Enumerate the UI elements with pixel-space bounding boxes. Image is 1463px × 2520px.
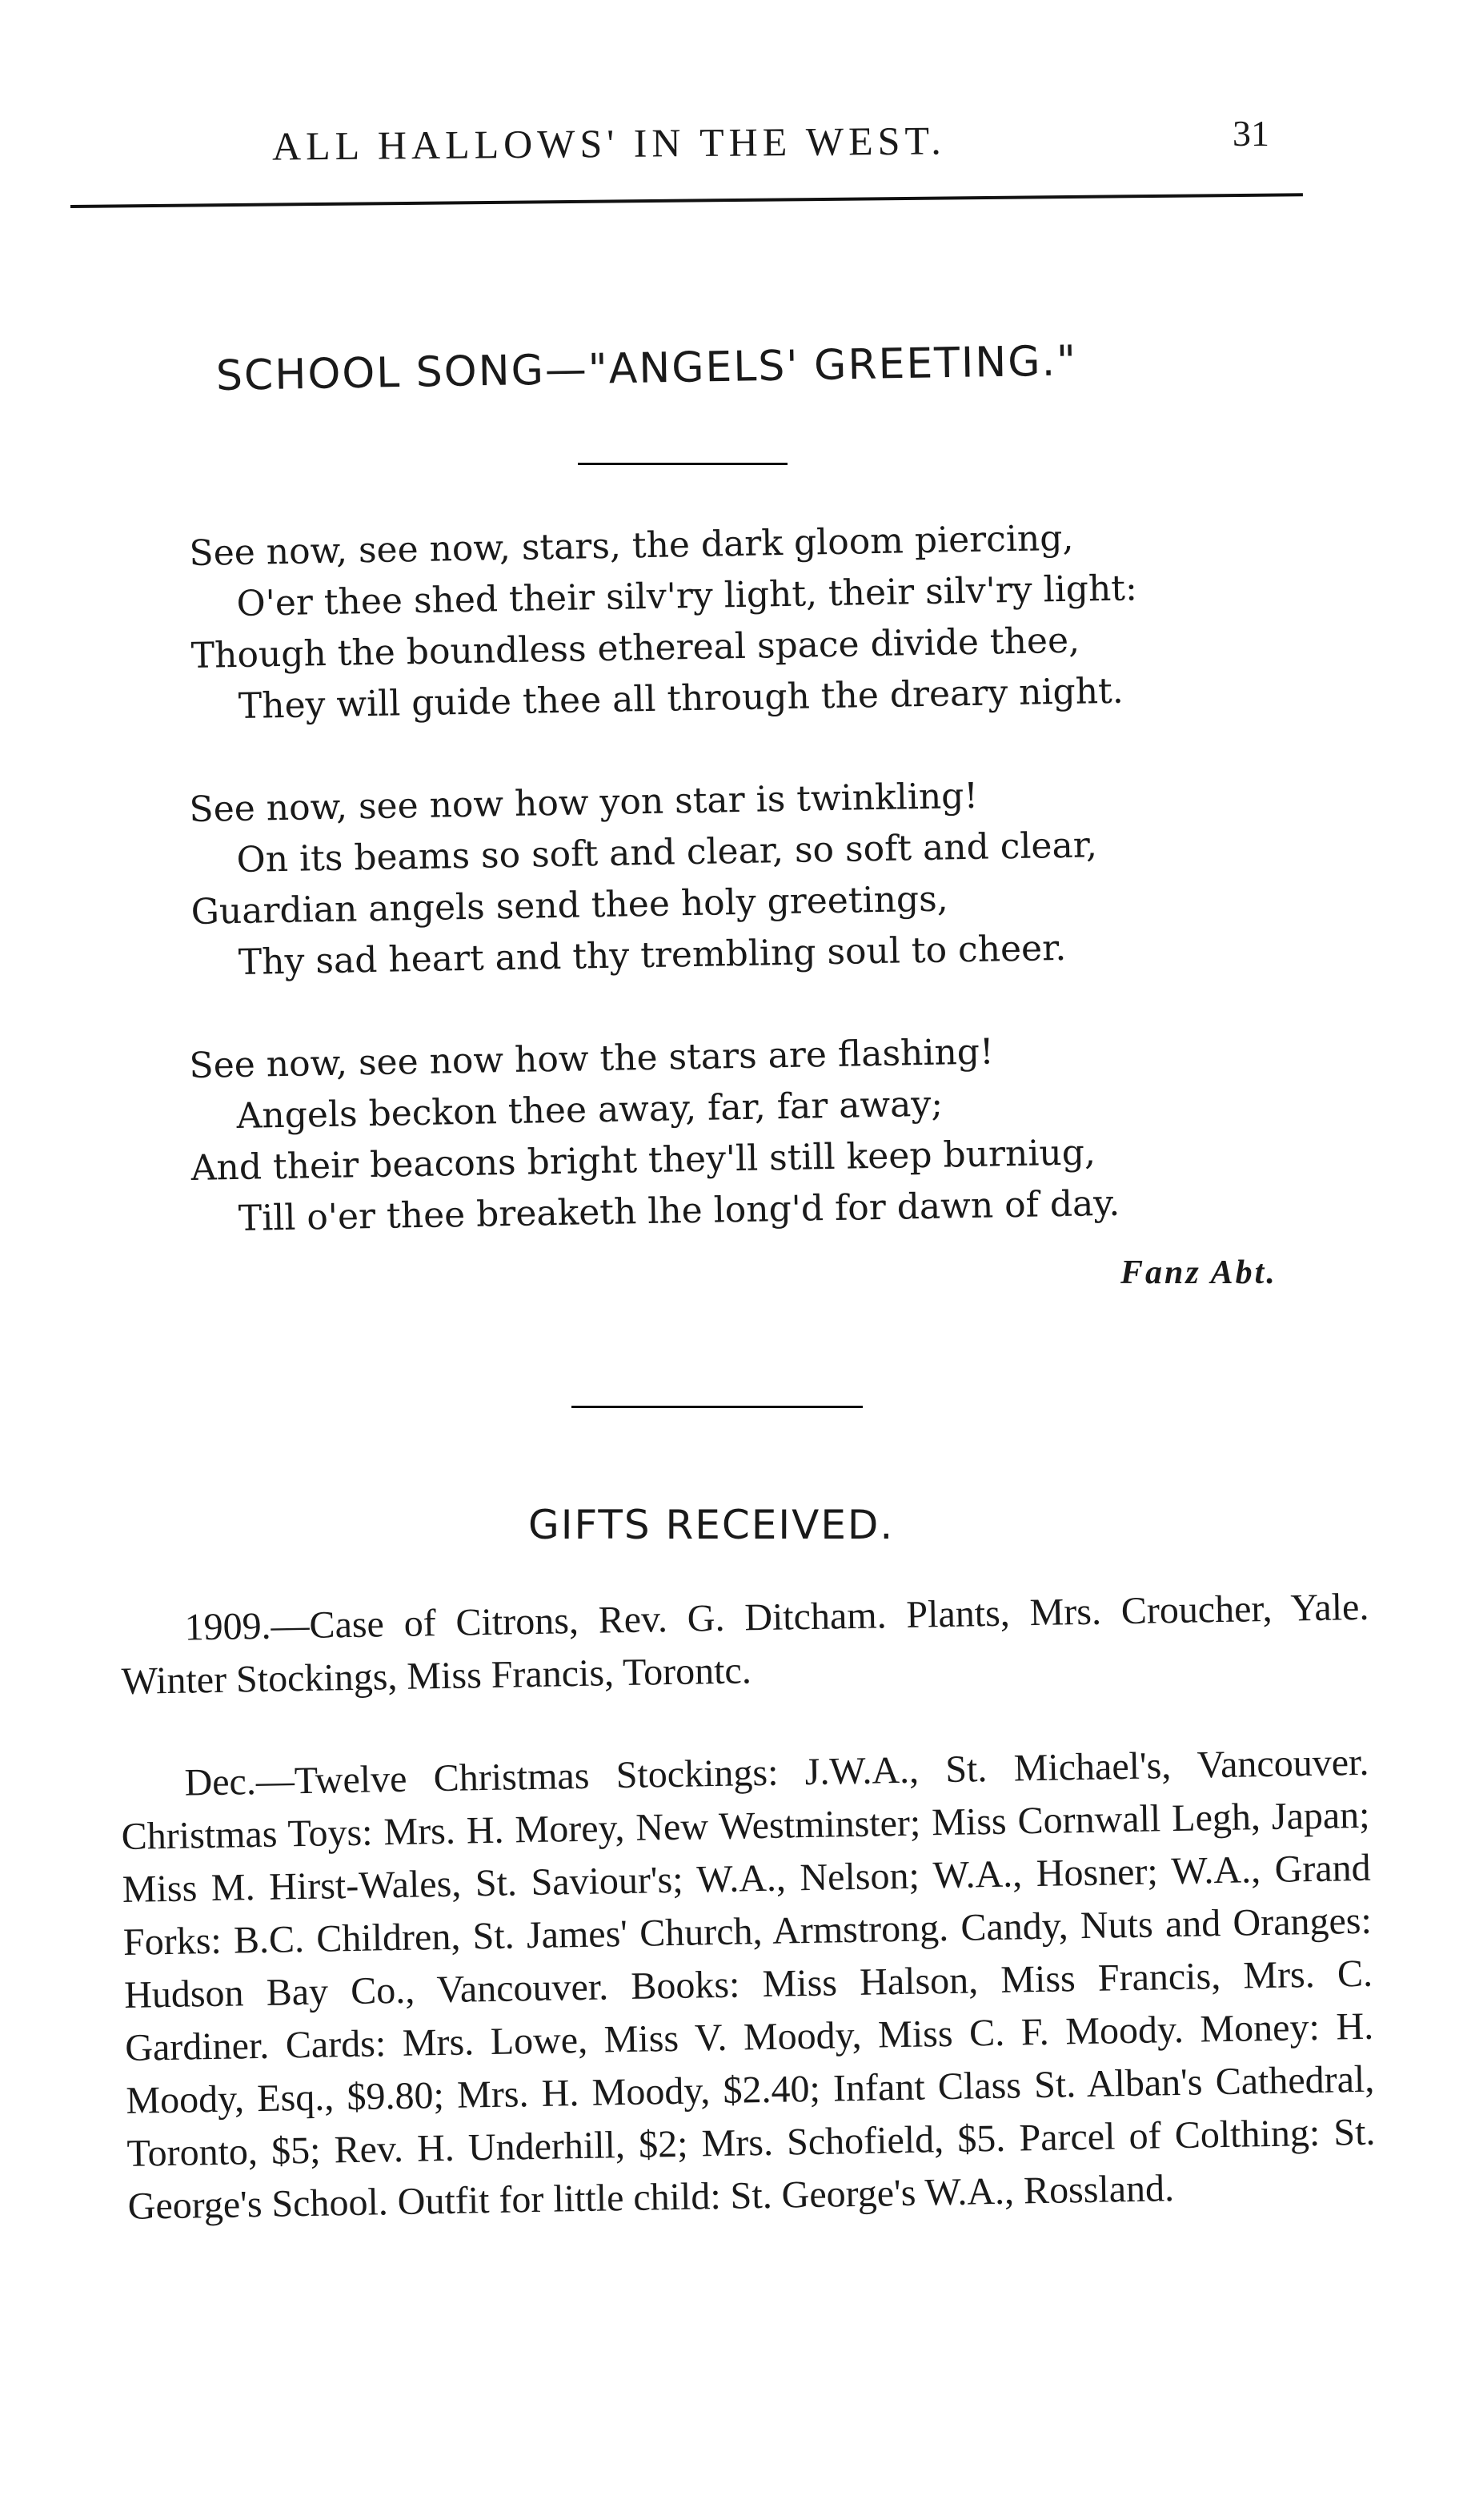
verse-line: And their beacons bright they'll still keep burniug, [190,1132,1096,1189]
verse-line: See now, see now how yon star is twinkling! [189,775,979,830]
gifts-paragraph-1909 [120,1581,1370,1708]
song-verse-3 [189,1020,1393,1246]
gifts-paragraph-dec [120,1736,1377,2233]
verse-line: Thy sad heart and thy trembling soul to cheer. [238,927,1067,983]
verse-line: On its beams so soft and clear, so soft and clear, [236,825,1098,881]
section-divider [571,1406,863,1408]
verse-line: Guardian angels send thee holy greetings, [190,878,949,933]
gifts-paragraph-text: 1909.—Case of Citrons, Rev. G. Ditcham. Plants, Mrs. Croucher, Yale. Winter Stockings, Miss Francis, Torontc. [121,1585,1369,1703]
verse-line: They will guide thee all through the dreary night. [238,670,1124,727]
verse-line: O'er thee shed their silv'ry light, their silv'ry light: [236,568,1138,624]
header-rule [70,193,1303,208]
gifts-title: GIFTS RECEIVED. [528,1502,895,1548]
song-verse-2 [189,764,1393,989]
section-divider [578,463,788,465]
page-number: 31 [1233,113,1269,154]
verse-line: Though the boundless ethereal space divide thee, [190,620,1080,676]
gifts-paragraph-text: Dec.—Twelve Christmas Stockings: J.W.A., St. Michael's, Vancouver. Christmas Toys: Mrs. H. Morey, New Westminster; Miss Cornwall Legh, Japan; Miss M. Hirst-Wales, St. Saviour's; W.A., Nelson; W.A., Hosner; W.A., Grand Forks: B.C. Children, St. James' Church, Armstrong. Candy, Nuts and Oranges: Hudson Bay Co., Vancouver. Books: Miss Halson, Miss Francis, Mrs. C. Gardiner. Cards: Mrs. Lowe, Miss V. Moody, Miss C. F. Moody. Money: H. Moody, Esq., $9.80; Mrs. H. Moody, $2.40; Infant Class St. Alban's Cathedral, Toronto, $5; Rev. H. Underhill, $2; Mrs. Schofield, $5. Parcel of Colthing: St. George's School. Outfit for little child: St. George's W.A., Rossland. [121,1740,1376,2228]
song-verse-1 [189,508,1393,733]
song-title: SCHOOL SONG—"ANGELS' GREETING." [215,337,1078,400]
running-title: ALL HALLOWS' IN THE WEST. [271,118,947,169]
verse-line: Till o'er thee breaketh lhe long'd for dawn of day. [238,1182,1120,1239]
song-author: Fanz Abt. [1120,1254,1277,1291]
verse-line: See now, see now how the stars are flashing! [189,1031,995,1086]
verse-line: See now, see now, stars, the dark gloom piercing, [189,517,1074,574]
verse-line: Angels beckon thee away, far, far away; [236,1083,944,1137]
